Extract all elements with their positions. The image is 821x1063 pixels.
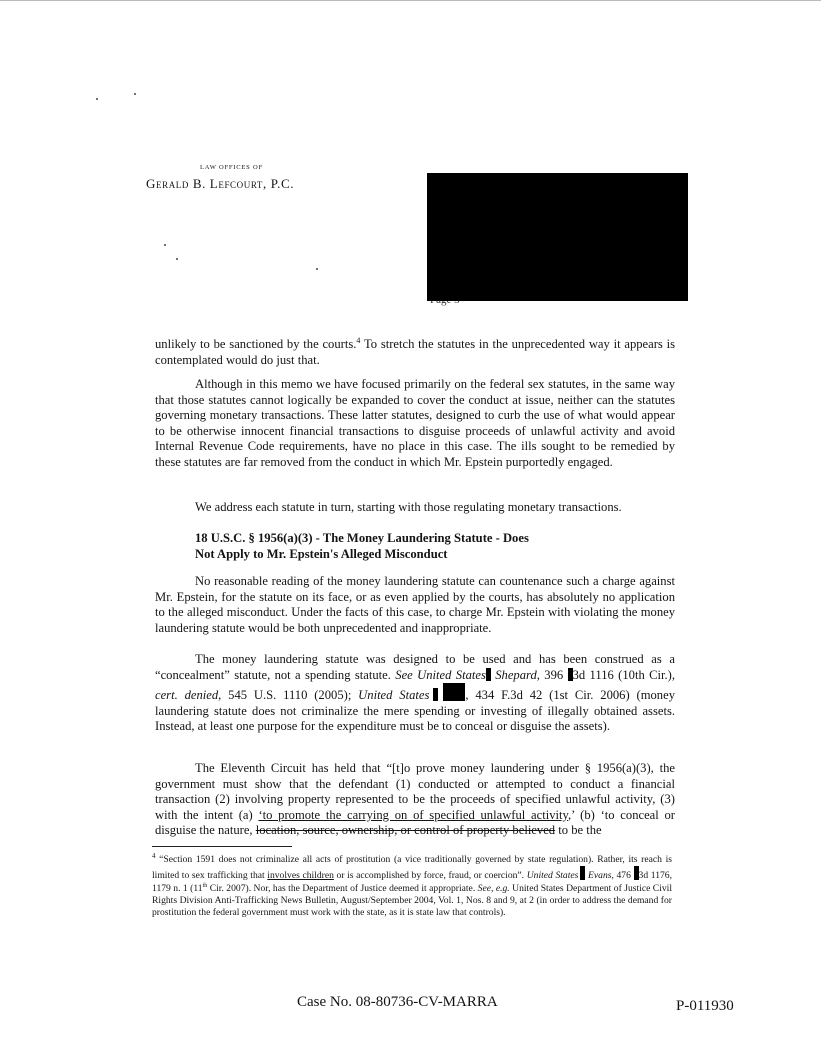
inline-redaction xyxy=(433,688,438,701)
case-citation: See United States xyxy=(395,667,486,682)
scan-edge-line xyxy=(0,0,821,1)
bates-number: P-011930 xyxy=(676,998,734,1014)
section-heading-line1: 18 U.S.C. § 1956(a)(3) - The Money Laundering Statute - Does xyxy=(195,531,529,545)
paragraph-no-reasonable-reading: No reasonable reading of the money laundering statute can countenance such a charge against Mr. Epstein, for the statute on its face, or as even applied by the courts, has absolutely no application to the alleged misconduct. Under the facts of this case, to charge Mr. Epstein with violating the money laundering statute would be both unprecedented and inappropriate. xyxy=(155,574,675,635)
paragraph-address-statutes: We address each statute in turn, starting with those regulating monetary transactions. xyxy=(195,500,622,514)
section-heading xyxy=(195,530,615,562)
letterhead-office-label: LAW OFFICES OF xyxy=(200,164,263,171)
letterhead-firm-name: Gerald B. Lefcourt, P.C. xyxy=(146,176,295,191)
paragraph-eleventh-circuit: The Eleventh Circuit has held that “[t]o prove money laundering under § 1956(a)(3), the government must show that the defendant (1) conducted or attempted to conduct a financial transaction (2) involving property represented to be the proceeds of specified unlawful activity, (3) with the intent (a) ‘to promote the carrying on of specified unlawful activity,’ (b) ‘to conceal or disguise the nature, location, source, ownership, or control of property believed to be the xyxy=(155,761,676,838)
underlined-phrase: involves children xyxy=(267,869,334,881)
case-citation: United States xyxy=(358,688,430,703)
struck-phrase: location, source, ownership, or control of property believed xyxy=(255,823,556,838)
scan-speck xyxy=(134,93,136,95)
case-citation: United States xyxy=(526,869,579,881)
paragraph-concealment-statute: The money laundering statute was designed to be used and has been construed as a “concealment” statute, not a spending statute. See United States Shepard, 396 3d 1116 (10th Cir.), cert. denied, 545 U.S. 1110 (2005); United States , 434 F.3d 42 (1st Cir. 2006) (money laundering statute does not criminalize the mere spending or investing of illegally obtained assets. Instead, at least one purpose for the expenditure must be to conceal or disguise the assets). xyxy=(155,652,676,734)
redaction-block xyxy=(427,173,688,301)
section-heading-line2: Not Apply to Mr. Epstein's Alleged Misconduct xyxy=(195,547,448,561)
case-number: Case No. 08-80736-CV-MARRA xyxy=(297,994,498,1010)
scan-speck xyxy=(316,268,318,270)
case-citation: Shepard xyxy=(490,667,537,682)
scan-speck xyxy=(96,98,98,100)
scan-speck xyxy=(164,244,166,246)
underlined-phrase: ‘to promote the carrying on of specified unlawful activity xyxy=(258,807,568,822)
footnote-rule xyxy=(152,846,292,847)
footnote-ref: 4 xyxy=(356,336,361,345)
paragraph-continuation: unlikely to be sanctioned by the courts.$^4$ To stretch the statutes in the unprecedented way it appears is contemplated would do just that. xyxy=(155,336,676,367)
paragraph-monetary-statutes: Although in this memo we have focused primarily on the federal sex statutes, in the same way that those statutes cannot logically be expanded to cover the conduct at issue, neither can the statutes governing monetary transactions. These latter statutes, designed to curb the use of what would appear to be otherwise innocent financial transactions to disguise proceeds of unlawful activity and avoid Internal Revenue Code requirements, have no place in this case. The ills sought to be remedied by these statutes are far removed from the conduct in which Mr. Epstein purportedly engaged. xyxy=(155,377,675,469)
inline-redaction xyxy=(443,683,465,701)
footnote-4: $^4$ “Section 1591 does not criminalize all acts of prostitution (a vice traditionally governed by state regulation). Rather, its reach is limited to sex trafficking that involves children or is accomplished by force, fraud, or coercion”. United States Evans, 476 3d 1176, 1179 n. 1 (11th Cir. 2007). Nor, has the Department of Justice deemed it appropriate. See, e.g. United States Department of Justice Civil Rights Division Anti-Trafficking News Bulletin, August/September 2004, Vol. 1, Nos. 8 and 9, at 2 (in order to address the demand for prostitution the federal government must work with the state, as it is state law that controls). xyxy=(152,852,672,918)
scan-speck xyxy=(176,258,178,260)
footnote-number: 4 xyxy=(152,852,156,860)
